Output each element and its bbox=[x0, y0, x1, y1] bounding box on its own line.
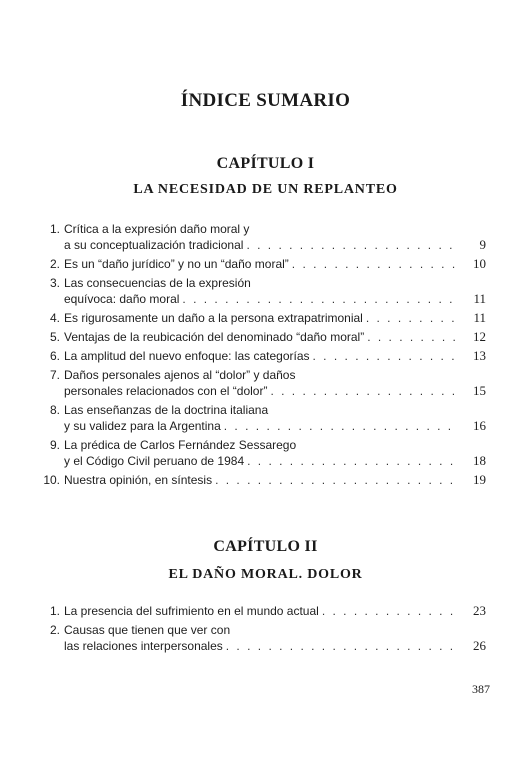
page-title: ÍNDICE SUMARIO bbox=[180, 90, 351, 111]
toc-entry[interactable] bbox=[40, 367, 486, 399]
entry-page: 23 bbox=[473, 603, 486, 618]
toc-entry[interactable] bbox=[40, 622, 486, 654]
entry-page: 11 bbox=[473, 310, 486, 325]
toc-entry[interactable] bbox=[40, 256, 486, 272]
entry-number: 8. bbox=[49, 403, 60, 417]
entry-text: La amplitud del nuevo enfoque: las categorías bbox=[64, 349, 310, 363]
entry-number: 5. bbox=[49, 330, 60, 344]
dot-leader bbox=[215, 472, 456, 488]
entry-text: Causas que tienen que ver con bbox=[64, 623, 231, 637]
entry-page: 13 bbox=[473, 348, 486, 363]
entry-number: 1. bbox=[49, 222, 60, 236]
toc-entry[interactable] bbox=[40, 310, 486, 326]
entry-text: las relaciones interpersonales bbox=[64, 639, 223, 653]
entry-text: Es rigurosamente un daño a la persona extrapatrimonial bbox=[64, 311, 363, 325]
entry-text: Las enseñanzas de la doctrina italiana bbox=[64, 403, 269, 417]
entry-number: 2. bbox=[49, 257, 60, 271]
toc-entry[interactable] bbox=[40, 603, 486, 619]
entry-number: 4. bbox=[49, 311, 60, 325]
dot-leader bbox=[226, 638, 456, 654]
dot-leader bbox=[224, 418, 456, 434]
entry-text: a su conceptualización tradicional bbox=[64, 238, 244, 252]
dot-leader bbox=[367, 329, 456, 345]
dot-leader bbox=[313, 348, 456, 364]
chapter-1-label: CAPÍTULO I bbox=[216, 155, 315, 172]
entry-text: Daños personales ajenos al “dolor” y daños bbox=[64, 368, 296, 382]
dot-leader bbox=[270, 383, 456, 399]
entry-text: y su validez para la Argentina bbox=[64, 419, 221, 433]
dot-leader bbox=[366, 310, 456, 326]
dot-leader bbox=[182, 291, 456, 307]
entry-page: 18 bbox=[473, 453, 486, 468]
chapter-2-toc bbox=[40, 603, 486, 657]
entry-number: 2. bbox=[49, 623, 60, 637]
toc-entry[interactable] bbox=[40, 329, 486, 345]
toc-entry[interactable] bbox=[40, 402, 486, 434]
entry-page: 19 bbox=[473, 472, 486, 487]
dot-leader bbox=[247, 453, 456, 469]
entry-page: 16 bbox=[473, 418, 486, 433]
entry-number: 9. bbox=[49, 438, 60, 452]
chapter-2-title: EL DAÑO MORAL. DOLOR bbox=[168, 567, 363, 582]
dot-leader bbox=[292, 256, 456, 272]
entry-text: Crítica a la expresión daño moral y bbox=[64, 222, 250, 236]
entry-text: personales relacionados con el “dolor” bbox=[64, 384, 268, 398]
entry-number: 1. bbox=[49, 604, 60, 618]
chapter-2-label: CAPÍTULO II bbox=[213, 538, 318, 555]
entry-text: Las consecuencias de la expresión bbox=[64, 276, 251, 290]
chapter-1-title: LA NECESIDAD DE UN REPLANTEO bbox=[133, 182, 398, 197]
entry-text: La prédica de Carlos Fernández Sessarego bbox=[64, 438, 297, 452]
entry-text: Es un “daño jurídico” y no un “daño moral” bbox=[64, 257, 289, 271]
entry-number: 7. bbox=[49, 368, 60, 382]
entry-text: y el Código Civil peruano de 1984 bbox=[64, 454, 245, 468]
toc-entry[interactable] bbox=[40, 472, 486, 488]
entry-page: 11 bbox=[473, 291, 486, 306]
page-number: 387 bbox=[472, 682, 490, 696]
toc-entry[interactable] bbox=[40, 348, 486, 364]
toc-entry[interactable] bbox=[40, 275, 486, 307]
chapter-1-toc bbox=[40, 221, 486, 491]
entry-page: 9 bbox=[479, 237, 486, 252]
toc-entry[interactable] bbox=[40, 221, 486, 253]
entry-text: Nuestra opinión, en síntesis bbox=[64, 473, 213, 487]
entry-text: La presencia del sufrimiento en el mundo actual bbox=[64, 604, 319, 618]
dot-leader bbox=[246, 237, 456, 253]
entry-page: 10 bbox=[473, 256, 486, 271]
entry-text: equívoca: daño moral bbox=[64, 292, 180, 306]
entry-text: Ventajas de la reubicación del denominado “daño moral” bbox=[64, 330, 365, 344]
entry-page: 15 bbox=[473, 383, 486, 398]
entry-number: 6. bbox=[49, 349, 60, 363]
entry-number: 3. bbox=[49, 276, 60, 290]
entry-page: 12 bbox=[473, 329, 486, 344]
entry-number: 10. bbox=[43, 473, 60, 487]
toc-entry[interactable] bbox=[40, 437, 486, 469]
entry-page: 26 bbox=[473, 638, 486, 653]
dot-leader bbox=[322, 603, 456, 619]
